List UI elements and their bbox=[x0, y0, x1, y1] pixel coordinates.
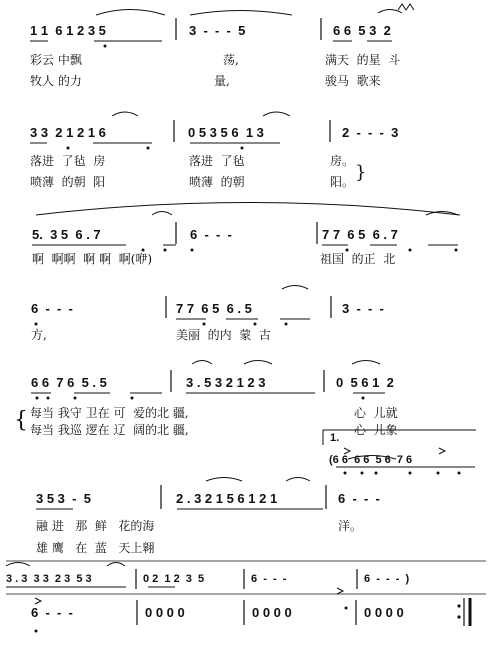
slur bbox=[152, 212, 172, 216]
accomp-notation: 6 - - - ) bbox=[364, 573, 410, 585]
lyric-line: 落进 了毡 房 bbox=[30, 154, 106, 168]
slur bbox=[352, 361, 380, 365]
lyric-line: 牧人 的力 bbox=[30, 74, 82, 88]
notation-line: 6 - - - bbox=[31, 301, 73, 316]
accomp-notation: 3 . 3 3 3 2 3 5 3 bbox=[6, 573, 92, 585]
slur bbox=[282, 286, 308, 290]
lyric-line: 每当 我巡 逻在 辽 阔的北 疆, bbox=[30, 423, 189, 437]
lyric-line: 祖国 的正 北 bbox=[320, 252, 396, 266]
lyric-line: 阳。 bbox=[330, 175, 355, 189]
notation-line: 1 1 6 1 2 3 5 bbox=[30, 23, 106, 38]
slur bbox=[36, 203, 460, 216]
accomp-notation: 6 - - - bbox=[251, 573, 287, 585]
notation-line: 6 6 7 6 5 . 5 bbox=[31, 375, 107, 390]
ornament-mark bbox=[398, 4, 414, 10]
lyric-line: 荡, bbox=[223, 53, 239, 67]
lyric-line: 量, bbox=[214, 74, 230, 88]
lyric-line: 融 进 那 鲜 花的海 bbox=[36, 519, 155, 533]
notation-line: 6 - - - bbox=[190, 227, 232, 242]
volta-notation: (6 6 6 6 5 6 7 6 bbox=[329, 454, 413, 466]
notation-line: 2 . 3 2 1 5 6 1 2 1 bbox=[176, 491, 278, 506]
lyric-line: 每当 我守 卫在 可 爱的北 疆, bbox=[30, 406, 189, 420]
slur bbox=[107, 563, 125, 567]
lyric-line: 喷薄 的朝 阳 bbox=[30, 175, 106, 189]
lyric-line: 洋。 bbox=[338, 519, 363, 533]
lyric-line: 心 儿象 bbox=[354, 423, 398, 437]
brace-right: } bbox=[355, 162, 367, 183]
lyric-line: 心 儿就 bbox=[354, 406, 398, 420]
lyric-line: 雄 鹰 在 蓝 天上翱 bbox=[36, 541, 155, 555]
accomp-notation: 0 0 0 0 bbox=[364, 605, 404, 620]
slur bbox=[112, 112, 138, 116]
lyric-line: 方, bbox=[31, 328, 47, 342]
repeat-dot bbox=[457, 615, 460, 618]
lyric-line: 彩云 中飘 bbox=[30, 53, 82, 67]
lyric-line: 美丽 的内 蒙 古 bbox=[176, 328, 271, 342]
notation-line: 3 - - - 5 bbox=[189, 23, 246, 38]
volta-label: 1. bbox=[330, 432, 340, 444]
lyric-line: 满天 的星 斗 bbox=[325, 53, 401, 67]
slur bbox=[6, 563, 30, 567]
accomp-notation: 0 0 0 0 bbox=[252, 605, 292, 620]
notation-line: 7 7 6 5 6 . 7 bbox=[322, 227, 398, 242]
slur bbox=[263, 112, 290, 116]
notation-line: 5. 3 5 6 . 7 bbox=[32, 227, 101, 242]
accomp-notation: 0 0 0 0 bbox=[145, 605, 185, 620]
slur bbox=[190, 11, 292, 16]
lyric-line: 骏马 歌来 bbox=[325, 74, 381, 88]
notation-line: 6 - - - bbox=[338, 491, 380, 506]
lyric-line: 房。 bbox=[330, 154, 355, 168]
accent-mark bbox=[337, 588, 343, 594]
slur bbox=[244, 361, 272, 365]
notation-line: 7 7 6 5 6 . 5 bbox=[176, 301, 252, 316]
slur bbox=[192, 361, 212, 365]
accomp-notation: 0 2 1 2 3 5 bbox=[143, 573, 205, 585]
lyric-line: 啊 啊啊 啊 啊 啊(咿) bbox=[32, 252, 153, 266]
repeat-dot bbox=[457, 604, 460, 607]
notation-line: 3 3 2 1 2 1 6 bbox=[30, 125, 106, 140]
notation-line: 2 - - - 3 bbox=[342, 125, 399, 140]
notation-line: 3 . 5 3 2 1 2 3 bbox=[186, 375, 266, 390]
accomp-notation: 6 - - - bbox=[31, 605, 73, 620]
notation-line: 0 5 3 5 6 1 3 bbox=[188, 125, 264, 140]
notation-line: 3 5 3 - 5 bbox=[36, 491, 91, 506]
slur bbox=[206, 478, 242, 482]
lyric-line: 落进 了毡 bbox=[189, 154, 245, 168]
brace-left: { bbox=[14, 408, 28, 433]
slur bbox=[96, 10, 165, 16]
lyric-line: 喷薄 的朝 bbox=[189, 175, 245, 189]
notation-line: 3 - - - bbox=[342, 301, 384, 316]
slur bbox=[286, 478, 310, 482]
notation-line: 0 5 6 1 2 bbox=[336, 375, 394, 390]
notation-line: 6 6 5 3 2 bbox=[333, 23, 391, 38]
volta-bracket bbox=[323, 430, 476, 445]
accent-mark bbox=[35, 598, 41, 604]
accent-mark bbox=[439, 448, 445, 454]
